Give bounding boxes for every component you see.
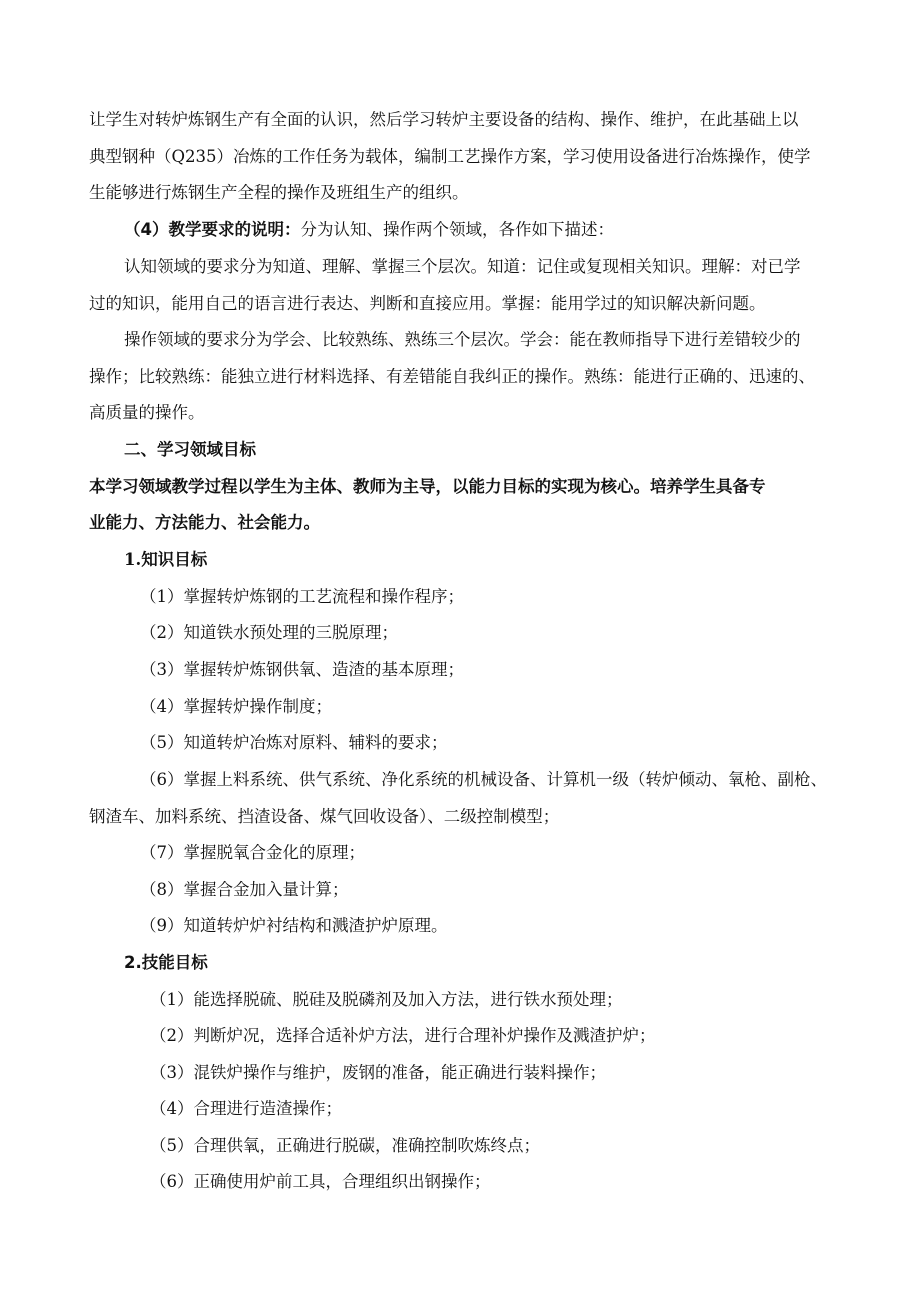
section-2-title: 二、学习领域目标 [124,440,256,459]
section-2-summary-line-1: 本学习领域教学过程以学生为主体、教师为主导，以能力目标的实现为核心。培养学生具备专 [89,477,766,496]
section-2-summary-line-2: 业能力、方法能力、社会能力。 [89,513,320,532]
skill-item: （6）正确使用炉前工具，合理组织出钢操作； [150,1172,491,1191]
intro-line-3: 生能够进行炼钢生产全程的操作及班组生产的组织。 [89,183,469,202]
skill-item: （4）合理进行造渣操作； [150,1099,342,1118]
knowledge-item: （9）知道转炉炉衬结构和溅渣护炉原理。 [140,916,448,935]
skill-goals-title: 2.技能目标 [124,953,208,972]
skill-item: （3）混铁炉操作与维护，废钢的准备，能正确进行装料操作； [150,1063,606,1082]
knowledge-item: （4）掌握转炉操作制度； [140,697,332,716]
skill-item: （5）合理供氧，正确进行脱碳，准确控制吹炼终点； [150,1136,540,1155]
operation-line-3: 高质量的操作。 [89,403,205,422]
cognitive-line-1: 认知领域的要求分为知道、理解、掌握三个层次。知道：记住或复现相关知识。理解：对已学 [124,257,801,276]
knowledge-item: （2）知道铁水预处理的三脱原理； [140,623,398,642]
knowledge-goals-title: 1.知识目标 [124,550,208,569]
operation-line-1: 操作领域的要求分为学会、比较熟练、熟练三个层次。学会：能在教师指导下进行差错较少的 [124,330,801,349]
knowledge-item-continuation: 钢渣车、加料系统、挡渣设备、煤气回收设备）、二级控制模型； [89,807,560,826]
knowledge-item: （1）掌握转炉炼钢的工艺流程和操作程序； [140,587,464,606]
teaching-requirements-heading: （4）教学要求的说明： [124,220,301,239]
intro-line-1: 让学生对转炉炼钢生产有全面的认识，然后学习转炉主要设备的结构、操作、维护，在此基础上以 [89,110,799,129]
knowledge-item: （6）掌握上料系统、供气系统、净化系统的机械设备、计算机一级（转炉倾动、氧枪、副枪、 [140,770,827,789]
cognitive-line-2: 过的知识，能用自己的语言进行表达、判断和直接应用。掌握：能用学过的知识解决新问题。 [89,294,766,313]
knowledge-item: （8）掌握合金加入量计算； [140,880,349,899]
intro-line-2: 典型钢种（Q235）冶炼的工作任务为载体，编制工艺操作方案，学习使用设备进行冶炼操作，使学 [89,147,811,166]
knowledge-item: （7）掌握脱氧合金化的原理； [140,843,365,862]
knowledge-item: （5）知道转炉冶炼对原料、辅料的要求； [140,733,448,752]
skill-item: （2）判断炉况，选择合适补炉方法，进行合理补炉操作及溅渣护炉； [150,1026,656,1045]
skill-item: （1）能选择脱硫、脱硅及脱磷剂及加入方法，进行铁水预处理； [150,990,623,1009]
teaching-requirements-paragraph [124,218,614,242]
operation-line-2: 操作；比较熟练：能独立进行材料选择、有差错能自我纠正的操作。熟练：能进行正确的、迅速的、 [89,367,815,386]
teaching-requirements-text: 分为认知、操作两个领域，各作如下描述： [300,220,614,239]
knowledge-item: （3）掌握转炉炼钢供氧、造渣的基本原理； [140,660,464,679]
